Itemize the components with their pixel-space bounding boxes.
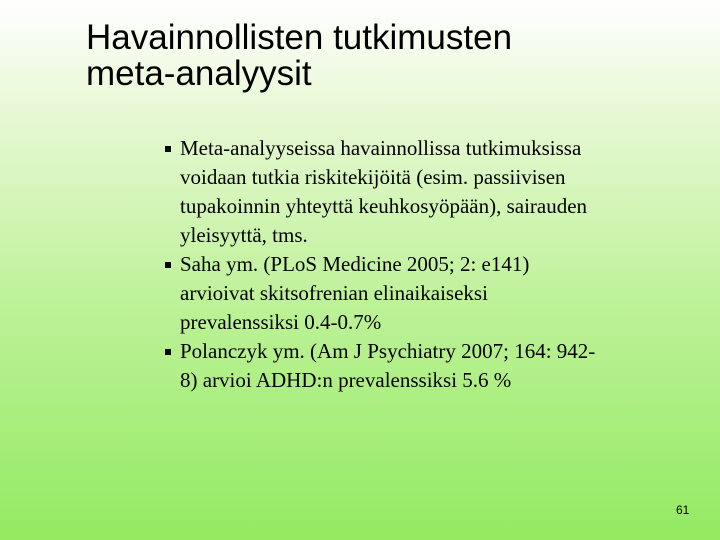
square-bullet-icon: [165, 349, 171, 355]
slide-title: [86, 20, 686, 92]
bullet-2-line-1: Saha ym. (PLoS Medicine 2005; 2: e141): [180, 252, 530, 276]
square-bullet-icon: [165, 262, 171, 268]
bullet-1-line-1: Meta-analyyseissa havainnollissa tutkimuksissa: [180, 136, 582, 160]
page-number: 61: [676, 503, 690, 517]
bullet-2-line-3: prevalenssiksi 0.4-0.7%: [180, 310, 382, 334]
bullet-item-3: [166, 337, 666, 395]
square-bullet-icon: [165, 146, 171, 152]
bullet-item-1: [166, 134, 666, 250]
bullet-1-line-4: yleisyyttä, tms.: [180, 223, 308, 247]
bullet-1-line-3: tupakoinnin yhteyttä keuhkosyöpään), sairauden: [180, 194, 588, 218]
bullet-1-line-2: voidaan tutkia riskitekijöitä (esim. passiivisen: [180, 165, 566, 189]
bullet-item-2: [166, 250, 666, 337]
slide-title-line-2: meta-analyysit: [86, 54, 312, 93]
slide-title-line-1: Havainnollisten tutkimusten: [86, 18, 513, 57]
bullet-2-line-2: arvioivat skitsofrenian elinaikaiseksi: [180, 281, 488, 305]
bullet-3-line-1: Polanczyk ym. (Am J Psychiatry 2007; 164: 942-: [180, 339, 596, 363]
bullet-list: [166, 134, 666, 395]
bullet-3-line-2: 8) arvioi ADHD:n prevalenssiksi 5.6 %: [180, 368, 512, 392]
